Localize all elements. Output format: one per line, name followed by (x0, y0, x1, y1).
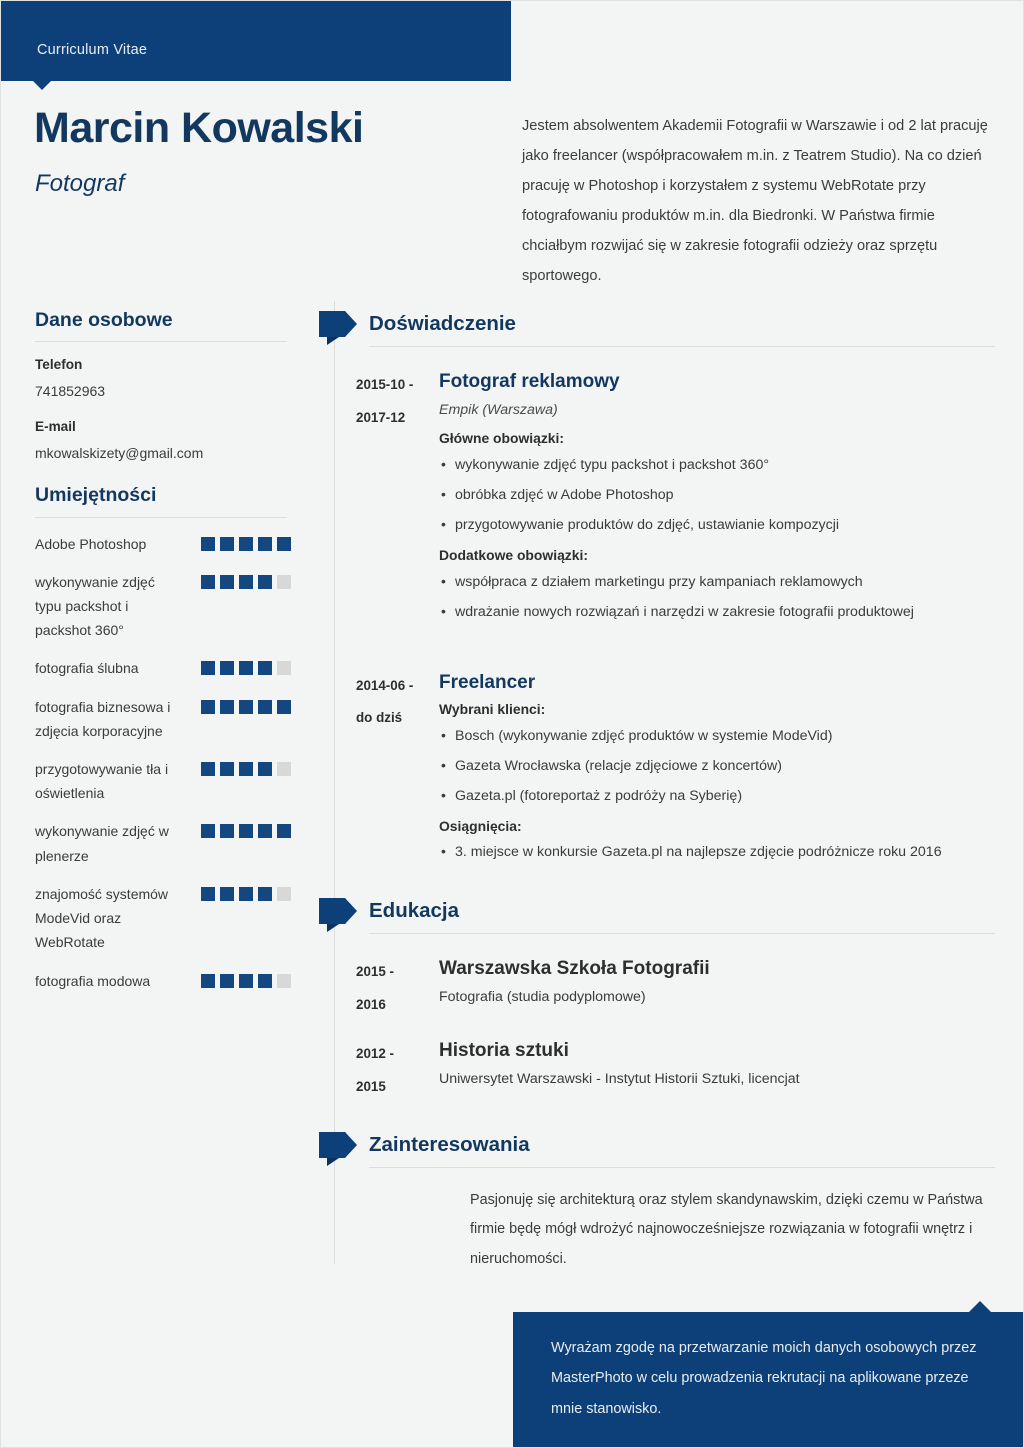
rating-square-filled (201, 700, 215, 714)
banner-notch-icon (33, 81, 51, 90)
date-to: do dziś (356, 710, 403, 726)
experience-list (319, 369, 995, 872)
rating-square-filled (239, 700, 253, 714)
bullet-list (439, 726, 995, 807)
rating-square-filled (258, 824, 272, 838)
bullet-item: • wykonywanie zdjęć typu packshot i packshot 360° (455, 455, 995, 476)
rating-square-empty (277, 661, 291, 675)
entry-detail: Uniwersytet Warszawski - Instytut Historii Sztuki, licencjat (439, 1070, 800, 1087)
entry-body (425, 956, 995, 1022)
rating-square-empty (277, 887, 291, 901)
skill-name: fotografia ślubna (35, 660, 139, 677)
main-content (319, 307, 995, 1274)
date-to: 2016 (356, 997, 386, 1013)
skills-heading: Umiejętności (35, 484, 157, 507)
bullet-group-label: Wybrani klienci: (439, 701, 546, 718)
skill-row (35, 969, 291, 993)
bullet-item: • Bosch (wykonywanie zdjęć produktów w systemie ModeVid) (455, 726, 995, 747)
rating-square-filled (258, 575, 272, 589)
rating-square-filled (239, 887, 253, 901)
heading-rule (369, 346, 995, 347)
date-from: 2015 - (356, 964, 394, 980)
personal-data-section (35, 309, 291, 462)
skill-rating (201, 882, 291, 901)
rating-square-filled (201, 887, 215, 901)
entry-body (425, 1038, 995, 1104)
bullet-list (439, 572, 995, 623)
rating-square-filled (277, 537, 291, 551)
rating-square-filled (258, 762, 272, 776)
bullet-group-label: Osiągnięcia: (439, 817, 522, 834)
personal-data-heading: Dane osobowe (35, 309, 173, 331)
heading-rule (369, 1167, 995, 1168)
rating-square-filled (220, 974, 234, 988)
consent-block (513, 1312, 1024, 1448)
rating-square-empty (277, 762, 291, 776)
skill-name: wykonywanie zdjęć w plenerze (35, 823, 169, 864)
bullet-item: • współpraca z działem marketingu przy kampaniach reklamowych (455, 572, 995, 593)
skills-section (35, 484, 291, 993)
rating-square-empty (277, 974, 291, 988)
entry-dates (319, 369, 425, 632)
rating-square-filled (201, 974, 215, 988)
skill-row (35, 656, 291, 680)
sidebar (35, 309, 291, 1007)
email-label: E-mail (35, 419, 76, 435)
skill-rating (201, 695, 291, 714)
rating-square-filled (220, 824, 234, 838)
bullet-item: • wdrażanie nowych rozwiązań i narzędzi w zakresie fotografii produktowej (455, 602, 995, 623)
phone-value: 741852963 (35, 383, 106, 400)
rating-square-filled (277, 824, 291, 838)
rating-square-filled (220, 537, 234, 551)
rating-square-filled (239, 537, 253, 551)
skill-rating (201, 656, 291, 675)
skill-rating (201, 532, 291, 551)
banner-label: Curriculum Vitae (37, 42, 148, 58)
rating-square-filled (258, 887, 272, 901)
phone-label: Telefon (35, 357, 83, 373)
entry-body (425, 670, 995, 873)
entry-dates (319, 956, 425, 1022)
rating-square-filled (201, 824, 215, 838)
experience-entry (319, 670, 995, 873)
skill-name: wykonywanie zdjęć typu packshot i packshot 360° (35, 573, 155, 639)
rating-square-filled (220, 762, 234, 776)
rating-square-filled (239, 824, 253, 838)
rating-square-filled (220, 661, 234, 675)
rating-square-empty (277, 575, 291, 589)
bullet-group-label: Dodatkowe obowiązki: (439, 546, 588, 563)
date-from: 2014-06 - (356, 677, 414, 693)
experience-section (319, 307, 995, 872)
date-from: 2015-10 - (356, 377, 414, 392)
interests-heading: Zainteresowania (369, 1132, 530, 1156)
education-list (319, 956, 995, 1103)
rating-square-filled (258, 700, 272, 714)
rating-square-filled (239, 974, 253, 988)
entry-dates (319, 670, 425, 873)
entry-title: Freelancer (439, 671, 536, 693)
entry-title: Fotograf reklamowy (439, 371, 620, 392)
bullet-item: • obróbka zdjęć w Adobe Photoshop (455, 485, 995, 506)
bullet-item: • 3. miejsce w konkursie Gazeta.pl na najlepsze zdjęcie podróżnicze roku 2016 (455, 842, 995, 863)
skill-rating (201, 819, 291, 838)
rating-square-filled (258, 974, 272, 988)
email-value: mkowalskizety@gmail.com (35, 444, 204, 461)
entry-detail: Fotografia (studia podyplomowe) (439, 988, 646, 1005)
rating-square-filled (239, 575, 253, 589)
interests-section (319, 1128, 995, 1275)
education-header (319, 894, 995, 938)
bullet-item: • Gazeta.pl (fotoreportaż z podróży na Syberię) (455, 786, 995, 807)
experience-entry (319, 369, 995, 632)
rating-square-filled (220, 887, 234, 901)
skill-name: przygotowywanie tła i oświetlenia (35, 761, 169, 802)
job-title: Fotograf (35, 170, 125, 197)
interests-header (319, 1128, 995, 1172)
entry-title: Warszawska Szkoła Fotografii (439, 958, 710, 980)
profile-summary: Jestem absolwentem Akademii Fotografii w Warszawie i od 2 lat pracuję jako freelancer (współpracowałem m.in. z Teatrem Studio). Na co dzień pracuję w Photoshop i korzystałem z systemu WebRotate przy fotografowaniu produktów m.in. dla Biedronki. W Państwa firmie chciałbym rozwijać się w zakresie fotografii odzieży oraz sprzętu sportowego. (522, 118, 988, 284)
entry-body (425, 369, 995, 632)
date-to: 2015 (356, 1078, 386, 1094)
skill-rating (201, 969, 291, 988)
experience-heading: Doświadczenie (369, 312, 516, 335)
flag-icon (319, 311, 357, 337)
header-banner (1, 1, 511, 81)
skill-name: fotografia modowa (35, 972, 151, 989)
skill-row (35, 819, 291, 867)
entry-company: Empik (Warszawa) (439, 401, 558, 418)
experience-header (319, 307, 995, 351)
skill-row (35, 882, 291, 955)
flag-icon (319, 898, 357, 924)
education-entry (319, 956, 995, 1022)
rating-square-filled (220, 700, 234, 714)
rating-square-filled (201, 575, 215, 589)
education-heading: Edukacja (369, 899, 460, 923)
skill-name: znajomość systemów ModeVid oraz WebRotate (35, 885, 169, 951)
skill-row (35, 532, 291, 556)
consent-text: Wyrażam zgodę na przetwarzanie moich danych osobowych przez MasterPhoto w celu prowadzenia rekrutacji na aplikowane przeze mnie stanowisko. (551, 1340, 977, 1417)
rating-square-filled (239, 661, 253, 675)
bullet-item: • Gazeta Wrocławska (relacje zdjęciowe z koncertów) (455, 756, 995, 777)
rating-square-filled (258, 537, 272, 551)
rating-square-filled (220, 575, 234, 589)
skill-name: Adobe Photoshop (35, 535, 147, 552)
education-section (319, 894, 995, 1103)
skill-name: fotografia biznesowa i zdjęcia korporacyjne (35, 698, 171, 739)
rating-square-filled (201, 762, 215, 776)
bullet-group-label: Główne obowiązki: (439, 430, 565, 447)
date-from: 2012 - (356, 1046, 394, 1062)
heading-rule (35, 341, 287, 342)
skill-rating (201, 570, 291, 589)
skill-row (35, 570, 291, 643)
bullet-list (439, 842, 995, 863)
heading-rule (35, 517, 287, 518)
skill-row (35, 695, 291, 743)
page-title: Marcin Kowalski (34, 104, 364, 152)
date-to: 2017-12 (356, 409, 406, 425)
heading-rule (369, 933, 995, 934)
flag-icon (319, 1132, 357, 1158)
skill-row (35, 757, 291, 805)
skills-list (35, 532, 291, 993)
rating-square-filled (201, 537, 215, 551)
bullet-list (439, 455, 995, 536)
entry-title: Historia sztuki (439, 1040, 569, 1062)
education-entry (319, 1038, 995, 1104)
entry-dates (319, 1038, 425, 1104)
rating-square-filled (258, 661, 272, 675)
skill-rating (201, 757, 291, 776)
consent-notch-icon (969, 1301, 991, 1312)
rating-square-filled (239, 762, 253, 776)
interests-text: Pasjonuję się architekturą oraz stylem skandynawskim, dzięki czemu w Państwa firmie będę mógł wdrożyć najnowocześniejsze rozwiązania w fotografii wnętrz i nieruchomości. (470, 1191, 983, 1267)
bullet-item: • przygotowywanie produktów do zdjęć, ustawianie kompozycji (455, 515, 995, 536)
rating-square-filled (201, 661, 215, 675)
rating-square-filled (277, 700, 291, 714)
